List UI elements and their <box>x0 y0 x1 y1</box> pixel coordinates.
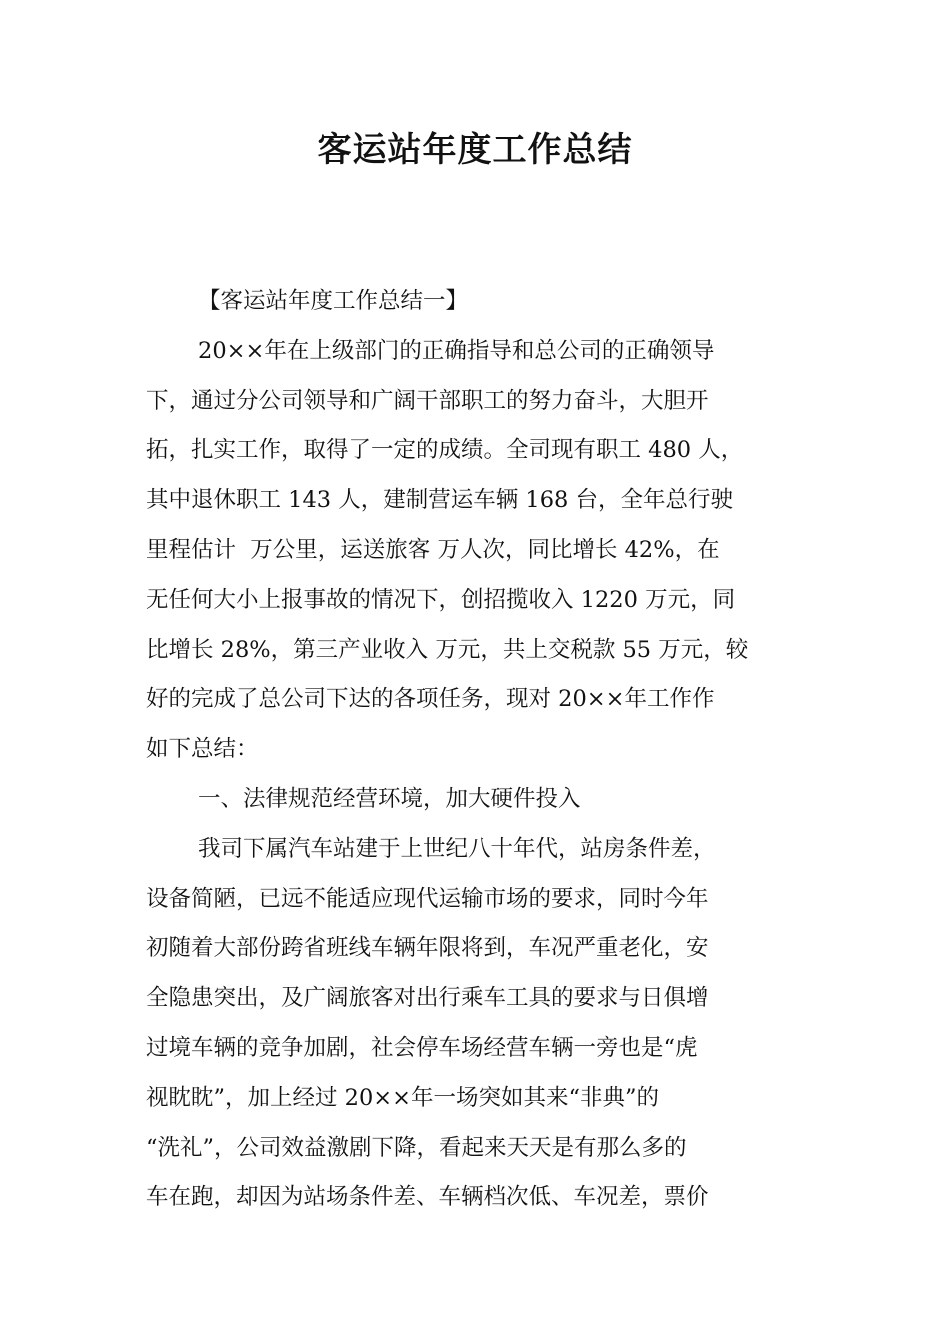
paragraph-line: 过境车辆的竞争加剧，社会停车场经营车辆一旁也是“虎 <box>146 1034 698 1061</box>
paragraph-line: 其中退休职工 143 人，建制营运车辆 168 台，全年总行驶 <box>146 487 734 514</box>
document-body <box>146 277 836 1223</box>
paragraph-line: 如下总结： <box>146 736 259 763</box>
paragraph-line: “洗礼”，公司效益激剧下降，看起来天天是有那么多的 <box>146 1134 687 1161</box>
paragraph-line: 我司下属汽车站建于上世纪八十年代，站房条件差， <box>198 835 716 862</box>
paragraph-line: 好的完成了总公司下达的各项任务，现对 20××年工作作 <box>146 686 715 713</box>
paragraph-line: 下，通过分公司领导和广阔干部职工的努力奋斗，大胆开 <box>146 387 709 414</box>
subsection-heading: 一、法律规范经营环境，加大硬件投入 <box>198 785 581 812</box>
paragraph-line: 拓，扎实工作，取得了一定的成绩。全司现有职工 480 人， <box>146 437 744 464</box>
paragraph-line: 20××年在上级部门的正确指导和总公司的正确领导 <box>198 337 715 364</box>
paragraph-line: 全隐患突出，及广阔旅客对出行乘车工具的要求与日俱增 <box>146 985 709 1012</box>
paragraph-line: 车在跑，却因为站场条件差、车辆档次低、车况差，票价 <box>146 1184 709 1211</box>
paragraph-line: 视眈眈”，加上经过 20××年一场突如其来“非典”的 <box>146 1084 659 1111</box>
section-heading: 【客运站年度工作总结一】 <box>198 288 469 314</box>
page-title: 客运站年度工作总结 <box>317 130 633 170</box>
paragraph-line: 无任何大小上报事故的情况下，创招揽收入 1220 万元，同 <box>146 586 736 613</box>
paragraph-line: 设备简陋，已远不能适应现代运输市场的要求，同时今年 <box>146 885 709 912</box>
paragraph-line: 里程估计 万公里，运送旅客 万人次，同比增长 42%，在 <box>146 536 720 563</box>
paragraph-line: 初随着大部份跨省班线车辆年限将到，车况严重老化，安 <box>146 935 709 962</box>
paragraph-line: 比增长 28%，第三产业收入 万元，共上交税款 55 万元，较 <box>146 636 749 663</box>
